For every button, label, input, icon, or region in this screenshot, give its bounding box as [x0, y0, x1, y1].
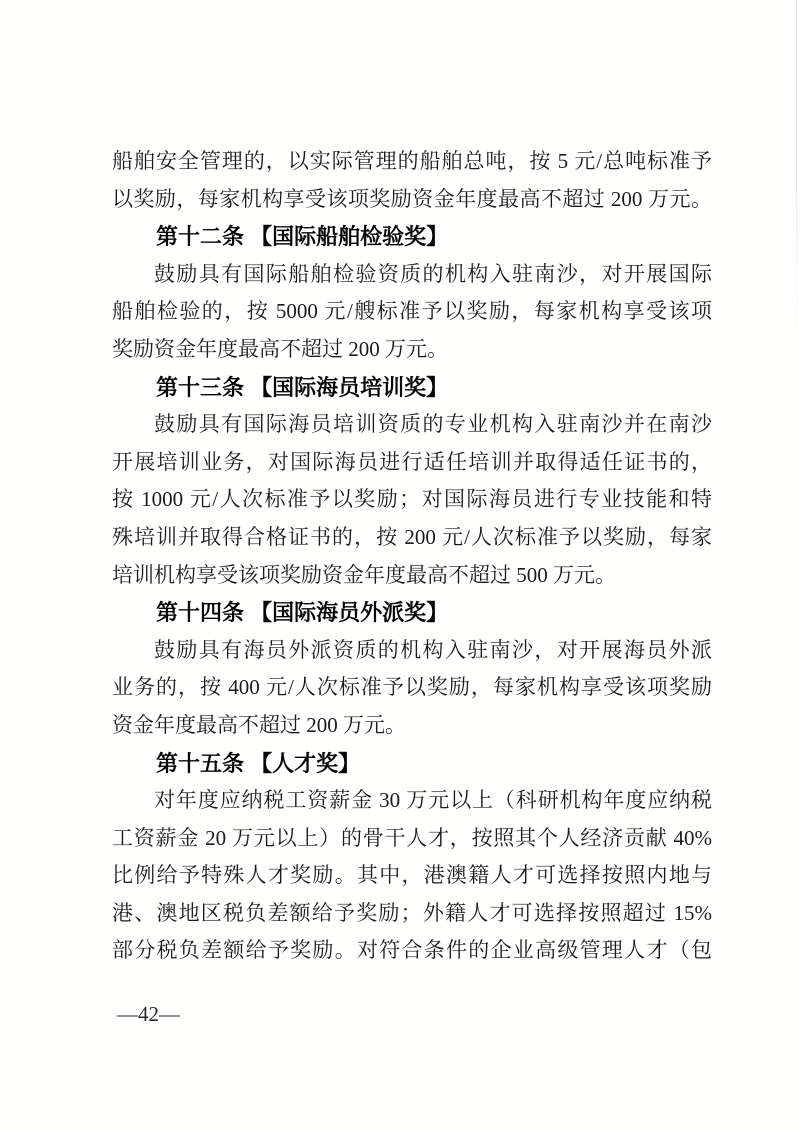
paragraph: [112, 782, 712, 970]
text-line: 部分税负差额给予奖励。对符合条件的企业高级管理人才（包: [112, 938, 712, 963]
text-line: 殊培训并取得合格证书的，按 200 元/人次标准予以奖励，每家: [112, 524, 712, 549]
text-line: 业务的，按 400 元/人次标准予以奖励，每家机构享受该项奖励: [112, 675, 712, 700]
text-line: 按 1000 元/人次标准予以奖励；对国际海员进行专业技能和特: [112, 487, 712, 512]
text-line: 比例给予特殊人才奖励。其中，港澳籍人才可选择按照内地与: [112, 863, 712, 888]
document-body: [112, 143, 712, 970]
text-line: 鼓励具有海员外派资质的机构入驻南沙，对开展海员外派: [154, 637, 712, 662]
page-number: —42—: [117, 1002, 180, 1026]
paragraph: [112, 632, 712, 745]
text-line: 鼓励具有国际海员培训资质的专业机构入驻南沙并在南沙: [154, 412, 712, 437]
heading-line: 第十三条 【国际海员培训奖】: [156, 374, 449, 400]
text-line: 鼓励具有国际船舶检验资质的机构入驻南沙，对开展国际: [154, 261, 712, 286]
paragraph: [112, 143, 712, 218]
scan-edge-artifact: [796, 0, 797, 340]
text-line: 工资薪金 20 万元以上）的骨干人才，按照其个人经济贡献 40%: [112, 825, 712, 850]
heading-line: 第十四条 【国际海员外派奖】: [156, 600, 449, 626]
paragraph: [112, 256, 712, 369]
article-heading: [112, 594, 712, 632]
text-line: 港、澳地区税负差额给予奖励；外籍人才可选择按照超过 15%: [112, 900, 712, 925]
text-line: 船舶安全管理的，以实际管理的船舶总吨，按 5 元/总吨标准予: [112, 149, 712, 173]
text-line: 开展培训业务，对国际海员进行适任培训并取得适任证书的，: [112, 449, 712, 474]
text-line: 以奖励，每家机构享受该项奖励资金年度最高不超过 200 万元。: [112, 186, 712, 211]
text-line: 资金年度最高不超过 200 万元。: [112, 712, 406, 737]
heading-line: 第十五条 【人才奖】: [156, 750, 361, 776]
text-line: 船舶检验的，按 5000 元/艘标准予以奖励，每家机构享受该项: [112, 299, 712, 324]
article-heading: [112, 745, 712, 783]
text-line: 奖励资金年度最高不超过 200 万元。: [112, 336, 448, 361]
article-heading: [112, 218, 712, 256]
text-line: 对年度应纳税工资薪金 30 万元以上（科研机构年度应纳税: [154, 788, 712, 813]
article-heading: [112, 369, 712, 407]
text-line: 培训机构享受该项奖励资金年度最高不超过 500 万元。: [112, 562, 616, 587]
paragraph: [112, 406, 712, 594]
heading-line: 第十二条 【国际船舶检验奖】: [156, 224, 449, 250]
